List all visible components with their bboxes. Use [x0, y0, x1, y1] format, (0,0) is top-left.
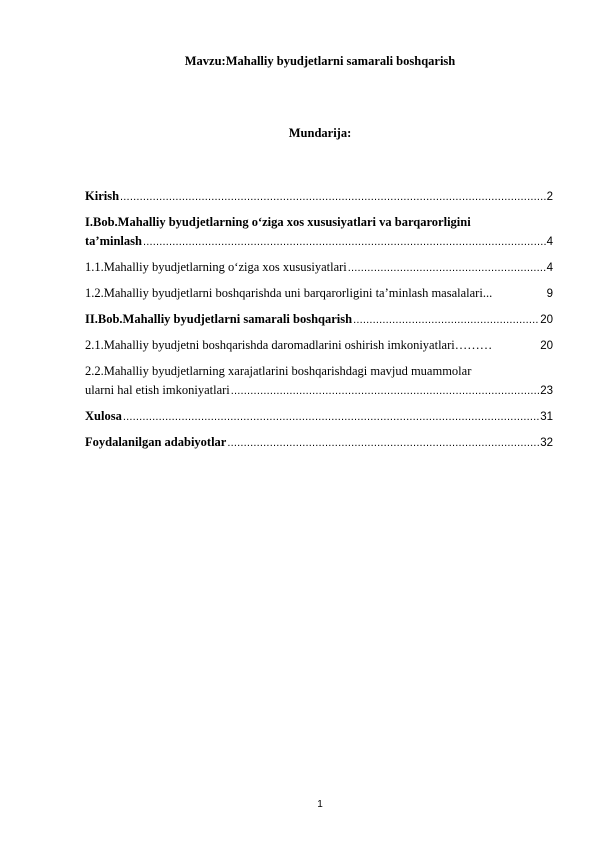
toc-entry-page: 20: [540, 314, 553, 326]
toc-entry-title: Kirish: [85, 189, 120, 203]
leader-dots: [143, 233, 546, 252]
toc-entry-page: 9: [546, 288, 553, 300]
toc-entry-title: II.Bob.Mahalliy byudjetlarni samarali boshqarish: [85, 312, 353, 326]
toc-entry-page: 4: [546, 262, 553, 274]
toc-entry-title-line-1: I.Bob.Mahalliy byudjetlarning o‘ziga xos xususiyatlari va barqarorligini: [85, 215, 471, 229]
toc-heading: Mundarija:: [288, 126, 352, 140]
leader-dots: [231, 382, 539, 401]
toc-entry-title: 1.1.Mahalliy byudjetlarning o‘ziga xos xususiyatlari: [85, 260, 347, 274]
leader-dots: [348, 259, 546, 278]
toc-entry-kirish[interactable]: [85, 187, 553, 207]
leader-dots: [123, 408, 539, 427]
toc-entry-page: 2: [546, 191, 553, 203]
toc-entry-title: 2.1.Mahalliy byudjetni boshqarishda daromadlarini oshirish imkoniyatlari………: [85, 338, 493, 352]
toc-entry-page: 31: [540, 411, 553, 423]
toc-entry-title-line-2: ularni hal etish imkoniyatlari: [85, 383, 230, 397]
leader-dots: [120, 188, 546, 207]
toc-entry-chapter-2[interactable]: [85, 310, 553, 330]
toc-entry-page: 20: [540, 340, 553, 352]
page-number: 1: [317, 799, 323, 810]
toc-entry-page: 32: [540, 437, 553, 449]
leader-dots: [227, 434, 539, 453]
toc-entry-page: 23: [540, 385, 553, 397]
toc-entry-title-line-2: ta’minlash: [85, 234, 142, 248]
table-of-contents: [85, 187, 553, 453]
toc-entry-section-2-1[interactable]: [85, 336, 553, 356]
document-topic: Mavzu:Mahalliy byudjetlarni samarali boshqarish: [184, 54, 456, 68]
toc-entry-title-line-1: 2.2.Mahalliy byudjetlarning xarajatlarini boshqarishdagi mavjud muammolar: [85, 364, 472, 378]
toc-entry-title: 1.2.Mahalliy byudjetlarni boshqarishda uni barqarorligini ta’minlash masalalari...: [85, 286, 493, 300]
toc-entry-xulosa[interactable]: [85, 407, 553, 427]
toc-entry-references[interactable]: [85, 433, 553, 453]
toc-entry-title: Foydalanilgan adabiyotlar: [85, 435, 227, 449]
toc-entry-section-2-2[interactable]: [85, 362, 553, 401]
leader-dots: [353, 311, 539, 330]
toc-entry-page: 4: [546, 236, 553, 248]
toc-entry-chapter-1[interactable]: [85, 213, 553, 252]
toc-entry-title: Xulosa: [85, 409, 122, 423]
toc-entry-section-1-2[interactable]: [85, 284, 553, 304]
toc-entry-section-1-1[interactable]: [85, 258, 553, 278]
